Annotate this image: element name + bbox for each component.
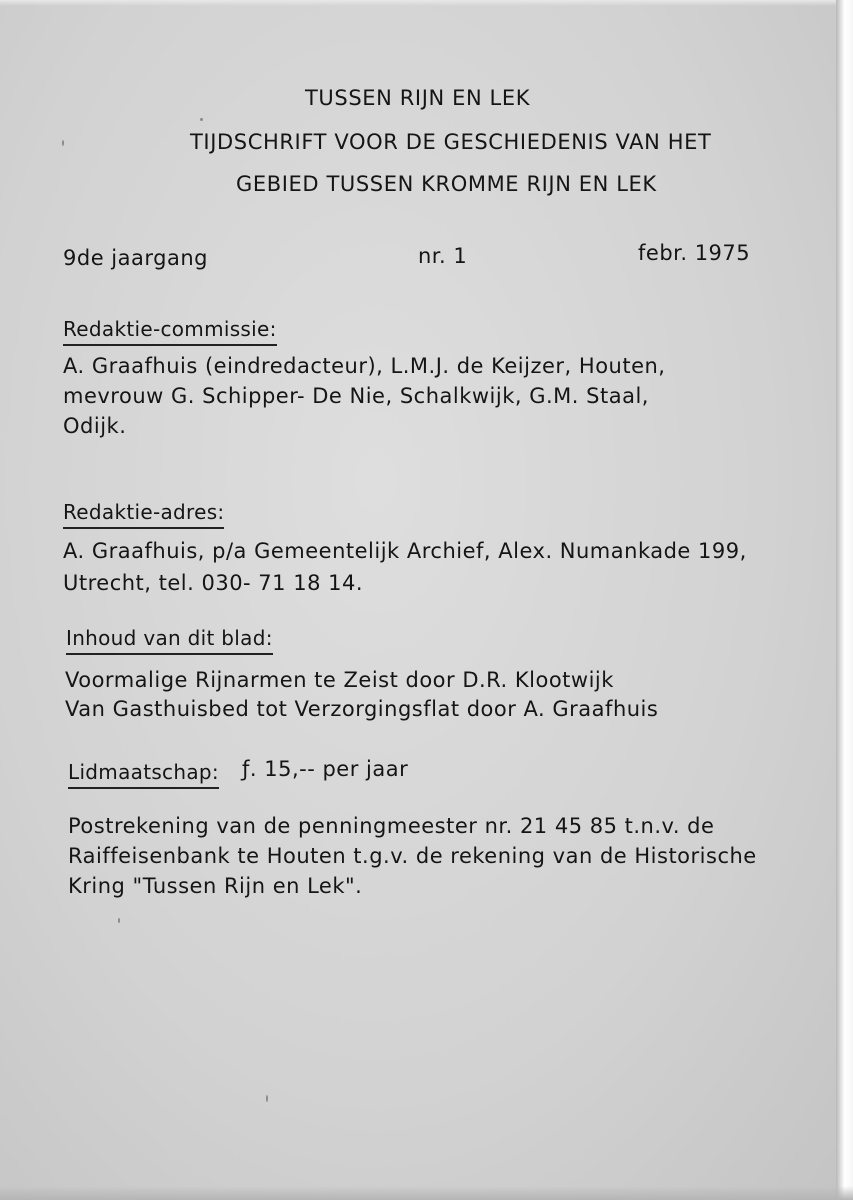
editorial-committee-line: mevrouw G. Schipper- De Nie, Schalkwijk, G.M. Staal, bbox=[63, 384, 649, 408]
editorial-address-heading: Redaktie-adres: bbox=[63, 500, 224, 529]
dust-speck bbox=[266, 1095, 268, 1102]
page-bottom-edge bbox=[0, 1186, 853, 1200]
journal-title: TUSSEN RIJN EN LEK bbox=[305, 86, 531, 110]
contents-line: Van Gasthuisbed tot Verzorgingsflat door A. Graafhuis bbox=[65, 697, 659, 721]
dust-speck bbox=[118, 918, 120, 923]
membership-heading: Lidmaatschap: bbox=[68, 760, 219, 789]
editorial-address-line: A. Graafhuis, p/a Gemeentelijk Archief, Alex. Numankade 199, bbox=[63, 539, 747, 563]
dust-speck bbox=[62, 140, 64, 146]
page-top-edge bbox=[0, 0, 836, 6]
volume: 9de jaargang bbox=[63, 246, 208, 270]
journal-subtitle-line2: GEBIED TUSSEN KROMME RIJN EN LEK bbox=[236, 172, 657, 196]
contents-line: Voormalige Rijnarmen te Zeist door D.R. Klootwijk bbox=[65, 668, 614, 692]
giro-line: Kring "Tussen Rijn en Lek". bbox=[68, 874, 363, 898]
editorial-committee-heading: Redaktie-commissie: bbox=[63, 317, 277, 346]
contents-heading: Inhoud van dit blad: bbox=[66, 626, 273, 655]
membership-fee: ƒ. 15,-- per jaar bbox=[242, 757, 409, 781]
dust-speck bbox=[200, 118, 203, 121]
issue-number: nr. 1 bbox=[418, 244, 468, 268]
journal-subtitle-line1: TIJDSCHRIFT VOOR DE GESCHIEDENIS VAN HET bbox=[190, 130, 712, 154]
editorial-committee-line: Odijk. bbox=[63, 414, 127, 438]
giro-line: Postrekening van de penningmeester nr. 21 45 85 t.n.v. de bbox=[68, 814, 715, 838]
page-right-edge bbox=[836, 0, 853, 1200]
issue-date: febr. 1975 bbox=[638, 241, 751, 265]
editorial-committee-line: A. Graafhuis (eindredacteur), L.M.J. de Keijzer, Houten, bbox=[63, 354, 666, 378]
editorial-address-line: Utrecht, tel. 030- 71 18 14. bbox=[63, 571, 364, 595]
giro-line: Raiffeisenbank te Houten t.g.v. de rekening van de Historische bbox=[68, 844, 757, 868]
